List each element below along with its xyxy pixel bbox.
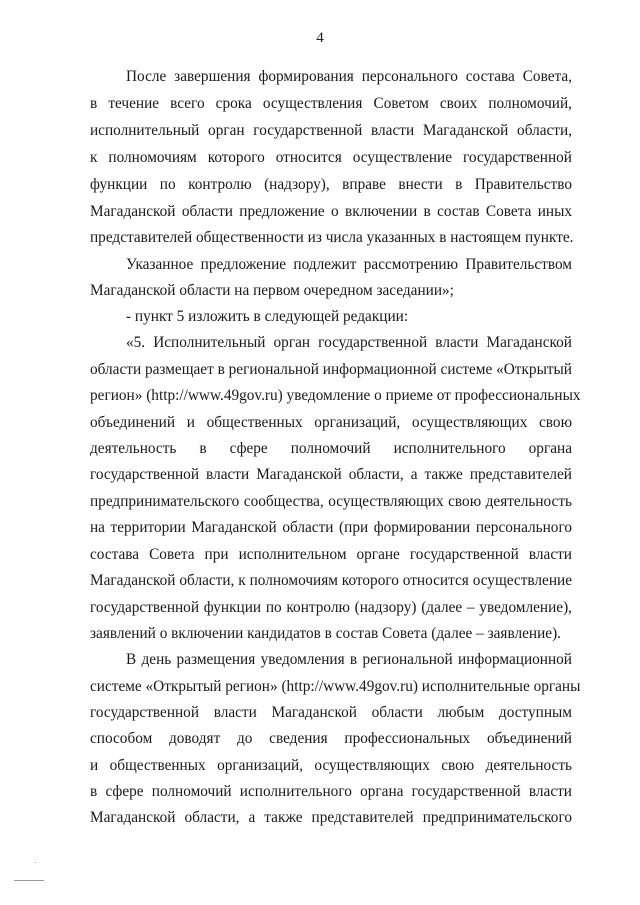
text-line: государственной власти Магаданской области, а также представителей: [90, 466, 572, 483]
page-number: 4: [316, 30, 324, 46]
text-line: Магаданской области, к полномочиям которого относится осуществление: [90, 572, 572, 589]
text-line: регион» (http://www.49gov.ru) уведомление о приеме от профессиональных: [90, 387, 581, 404]
text-line: После завершения формирования персонального состава Совета,: [126, 68, 572, 85]
text-line: области размещает в региональной информационной системе «Открытый: [90, 361, 572, 378]
text-line: В день размещения уведомления в региональной информационной: [126, 651, 572, 668]
scan-mark: [35, 862, 36, 863]
text-line: способом доводят до сведения профессиональных объединений: [90, 730, 572, 747]
text-line: системе «Открытый регион» (http://www.49gov.ru) исполнительные органы: [90, 678, 581, 695]
text-line: заявлений о включении кандидатов в состав Совета (далее – заявление).: [90, 625, 561, 642]
text-line: в сфере полномочий исполнительного органа государственной власти: [90, 783, 572, 800]
text-line: функции по контролю (надзору), вправе внести в Правительство: [90, 176, 572, 193]
scan-mark: [14, 880, 44, 881]
text-line: - пункт 5 изложить в следующей редакции:: [126, 308, 409, 325]
text-line: исполнительный орган государственной власти Магаданской области,: [90, 122, 572, 139]
text-line: представителей общественности из числа указанных в настоящем пункте.: [90, 229, 574, 246]
text-line: Магаданской области предложение о включении в состав Совета иных: [90, 203, 572, 220]
text-line: Магаданской области на первом очередном заседании»;: [90, 282, 454, 299]
text-line: Магаданской области, а также представителей предпринимательского: [90, 809, 572, 826]
text-line: в течение всего срока осуществления Советом своих полномочий,: [90, 95, 572, 112]
text-line: и общественных организаций, осуществляющих свою деятельность: [90, 757, 572, 774]
text-line: Указанное предложение подлежит рассмотрению Правительством: [126, 256, 572, 273]
text-line: состава Совета при исполнительном органе государственной власти: [90, 546, 572, 563]
text-line: деятельность в сфере полномочий исполнительного органа: [90, 440, 572, 457]
text-line: объединений и общественных организаций, осуществляющих свою: [90, 414, 572, 431]
text-line: «5. Исполнительный орган государственной власти Магаданской: [126, 334, 572, 351]
text-line: государственной функции по контролю (надзору) (далее – уведомление),: [90, 599, 572, 616]
text-line: предпринимательского сообщества, осуществляющих свою деятельность: [90, 493, 572, 510]
text-line: к полномочиям которого относится осуществление государственной: [90, 149, 572, 166]
text-line: на территории Магаданской области (при формировании персонального: [90, 519, 572, 536]
text-line: государственной власти Магаданской области любым доступным: [90, 704, 572, 721]
